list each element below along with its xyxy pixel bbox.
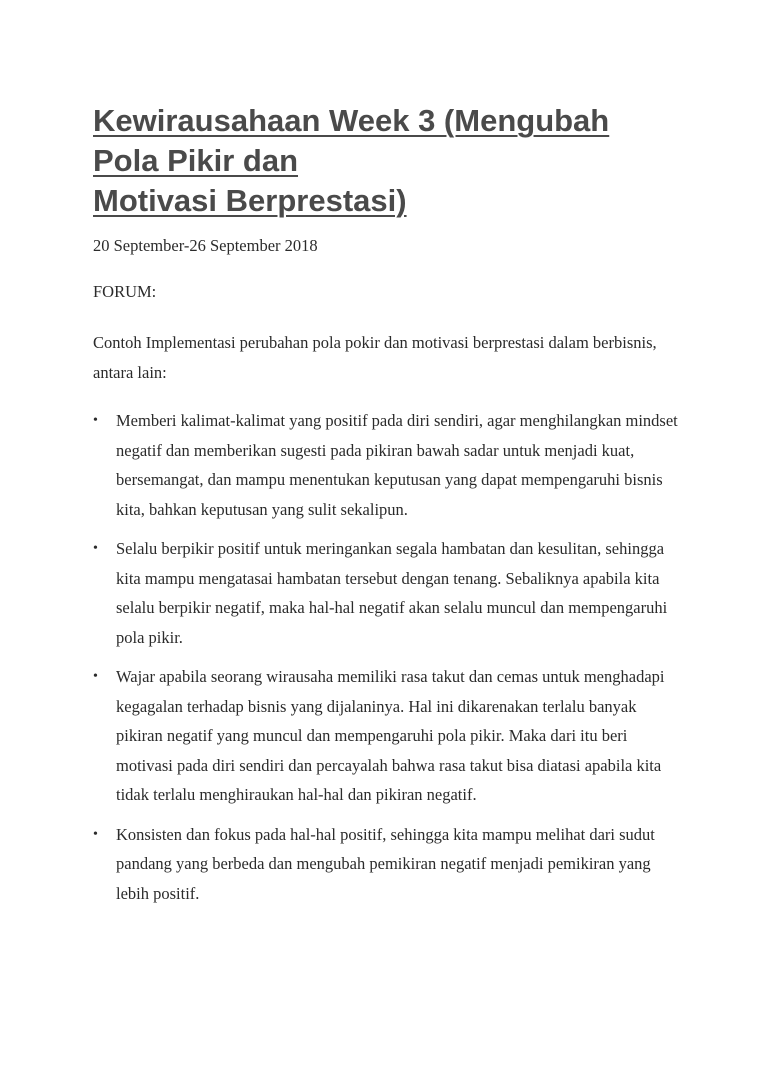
intro-paragraph: Contoh Implementasi perubahan pola pokir dan motivasi berprestasi dalam berbisnis, antara lain: [93,333,657,382]
list-item-text: Memberi kalimat-kalimat yang positif pada diri sendiri, agar menghilangkan mindset negatif dan memberikan sugesti pada pikiran bawah sadar untuk menjadi kuat, bersemangat, dan mampu menentukan keputusan yang dapat mempengaruhi bisnis kita, bahkan keputusan yang sulit sekalipun. [116,411,678,519]
date-range: 20 September-26 September 2018 [93,236,318,255]
forum-label: FORUM: [93,282,157,301]
bullet-icon: • [93,826,98,842]
title-line: Motivasi Berprestasi) [93,183,407,218]
bullet-icon: • [93,669,98,684]
bullet-list [93,406,683,908]
list-item [93,406,683,524]
list-item-text: Selalu berpikir positif untuk meringankan segala hambatan dan kesulitan, sehingga kita mampu mengatasai hambatan tersebut dengan tenang. Sebaliknya apabila kita selalu berpikir negatif, maka hal-hal negatif akan selalu muncul dan mempengaruhi pola pikir. [116,539,668,647]
list-item-text: Konsisten dan fokus pada hal-hal positif, sehingga kita mampu melihat dari sudut pandang yang berbeda dan mengubah pemikiran negatif menjadi pemikiran yang lebih positif. [116,824,655,903]
list-item [93,662,683,810]
list-item-text: Wajar apabila seorang wirausaha memiliki rasa takut dan cemas untuk menghadapi kegagalan terhadap bisnis yang dijalaninya. Hal ini dikarenakan terlalu banyak pikiran negatif yang muncul dan mempengaruhi pola pikir. Maka dari itu beri motivasi pada diri sendiri dan percayalah bahwa rasa takut bisa diatasi apabila kita tidak terlalu menghiraukan hal-hal dan pikiran negatif. [116,667,665,804]
list-item [93,534,683,652]
document-page [93,101,683,918]
list-item [93,820,683,909]
bullet-icon: • [93,541,98,556]
title-line: Kewirausahaan Week 3 (Mengubah [93,103,610,138]
title-line: Pola Pikir dan [93,143,299,178]
bullet-icon: • [93,413,98,428]
page-title [93,101,683,221]
